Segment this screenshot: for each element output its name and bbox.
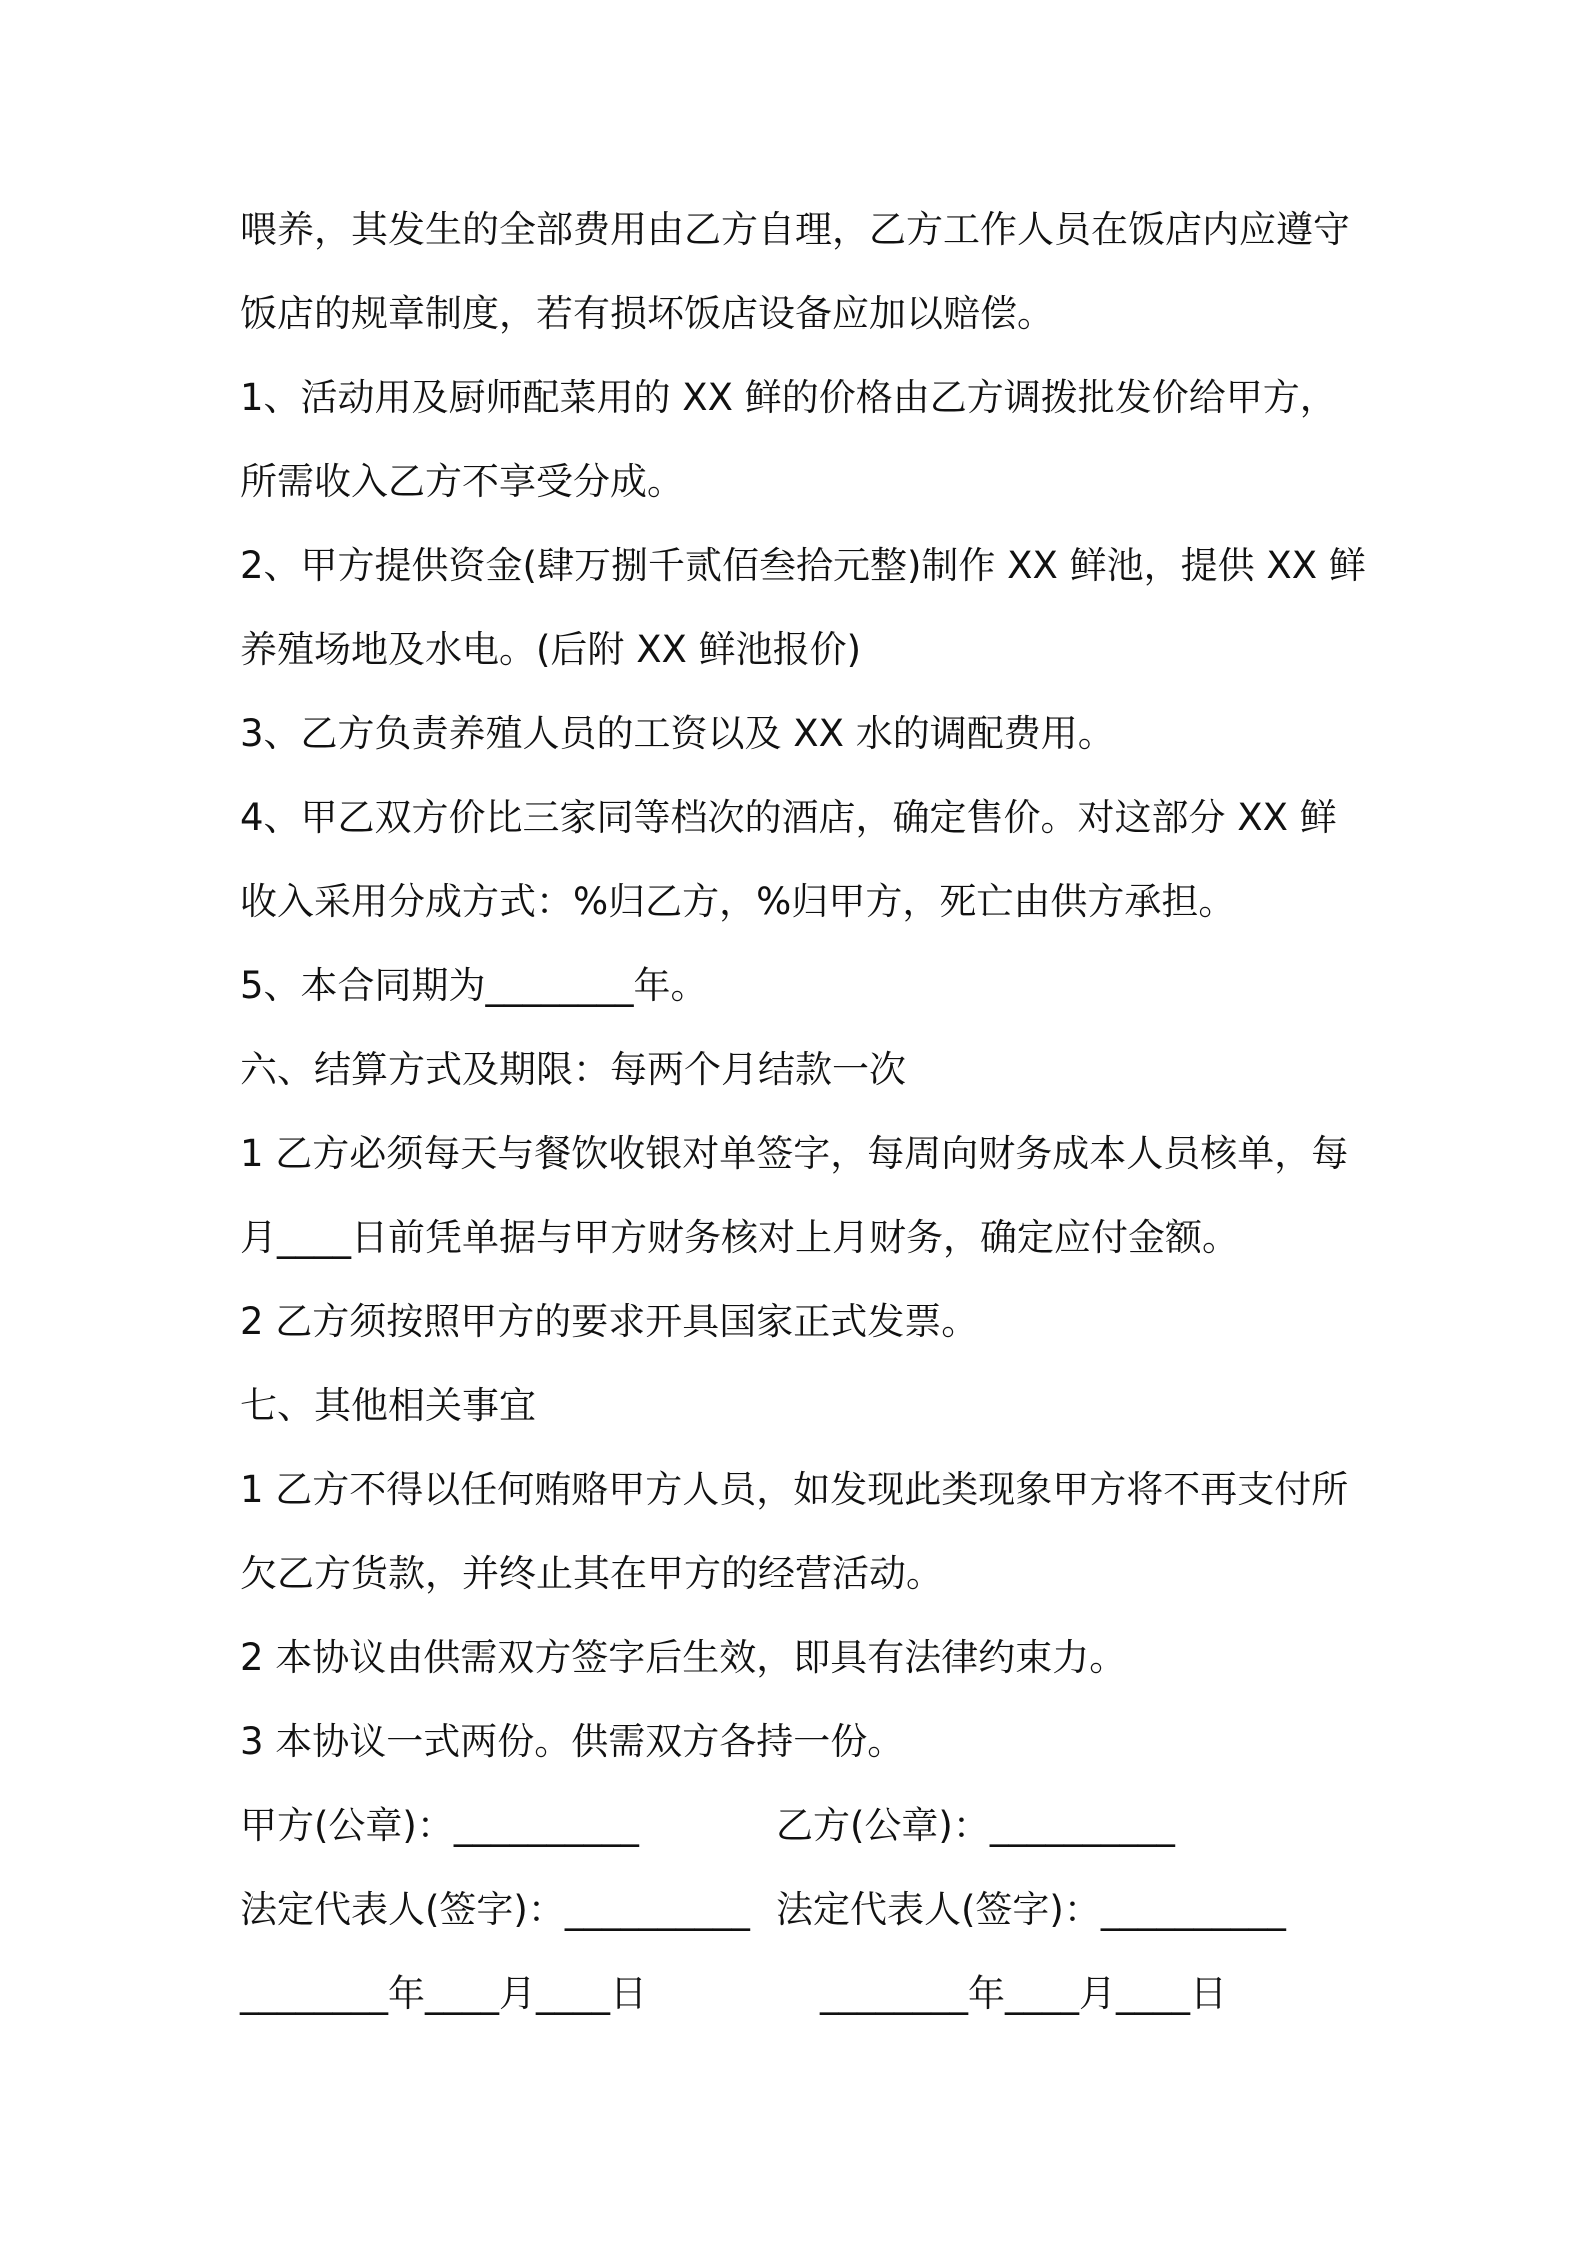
other-item-3-line: 3 本协议一式两份。供需双方各持一份。: [240, 1720, 905, 1763]
other-item-1-line: 欠乙方货款，并终止其在甲方的经营活动。: [240, 1552, 943, 1595]
other-item-2-line: 2 本协议由供需双方签字后生效，即具有法律约束力。: [240, 1636, 1127, 1679]
clause-5-line: 5、本合同期为________年。: [240, 964, 708, 1007]
party-b-date-field: ________年____月____日: [820, 1972, 1227, 2015]
section-six-heading: 六、结算方式及期限：每两个月结款一次: [240, 1048, 906, 1091]
paragraph-line: 饭店的规章制度，若有损坏饭店设备应加以赔偿。: [240, 292, 1054, 335]
clause-4-line: 4、甲乙双方价比三家同等档次的酒店，确定售价。对这部分 XX 鲜: [240, 796, 1337, 839]
paragraph-line: 喂养，其发生的全部费用由乙方自理，乙方工作人员在饭店内应遵守: [240, 208, 1350, 251]
party-b-seal-field: 乙方(公章)：__________: [776, 1804, 1175, 1847]
clause-2-line: 养殖场地及水电。(后附 XX 鲜池报价): [240, 628, 862, 671]
signature-rep-row: [240, 1880, 1360, 1964]
document-body: [240, 200, 1366, 2048]
clause-4-line: 收入采用分成方式：%归乙方，%归甲方，死亡由供方承担。: [240, 880, 1236, 923]
settlement-item-2-line: 2 乙方须按照甲方的要求开具国家正式发票。: [240, 1300, 979, 1343]
signature-seal-row: [240, 1796, 1360, 1880]
section-seven-heading: 七、其他相关事宜: [240, 1384, 536, 1427]
settlement-item-1-line: 1 乙方必须每天与餐饮收银对单签字，每周向财务成本人员核单，每: [240, 1132, 1349, 1175]
signature-date-row: [240, 1964, 1360, 2048]
other-item-1-line: 1 乙方不得以任何贿赂甲方人员，如发现此类现象甲方将不再支付所: [240, 1468, 1349, 1511]
party-a-seal-field: 甲方(公章)：__________: [240, 1804, 639, 1847]
settlement-item-1-line: 月____日前凭单据与甲方财务核对上月财务，确定应付金额。: [240, 1216, 1239, 1259]
clause-2-line: 2、甲方提供资金(肆万捌千贰佰叁拾元整)制作 XX 鲜池，提供 XX 鲜: [240, 544, 1366, 587]
party-b-rep-field: 法定代表人(签字)：__________: [776, 1888, 1286, 1931]
clause-1-line: 所需收入乙方不享受分成。: [240, 460, 684, 503]
clause-1-line: 1、活动用及厨师配菜用的 XX 鲜的价格由乙方调拨批发价给甲方，: [240, 376, 1337, 419]
party-a-date-field: ________年____月____日: [240, 1972, 647, 2015]
clause-3-line: 3、乙方负责养殖人员的工资以及 XX 水的调配费用。: [240, 712, 1115, 755]
party-a-rep-field: 法定代表人(签字)：__________: [240, 1888, 750, 1931]
